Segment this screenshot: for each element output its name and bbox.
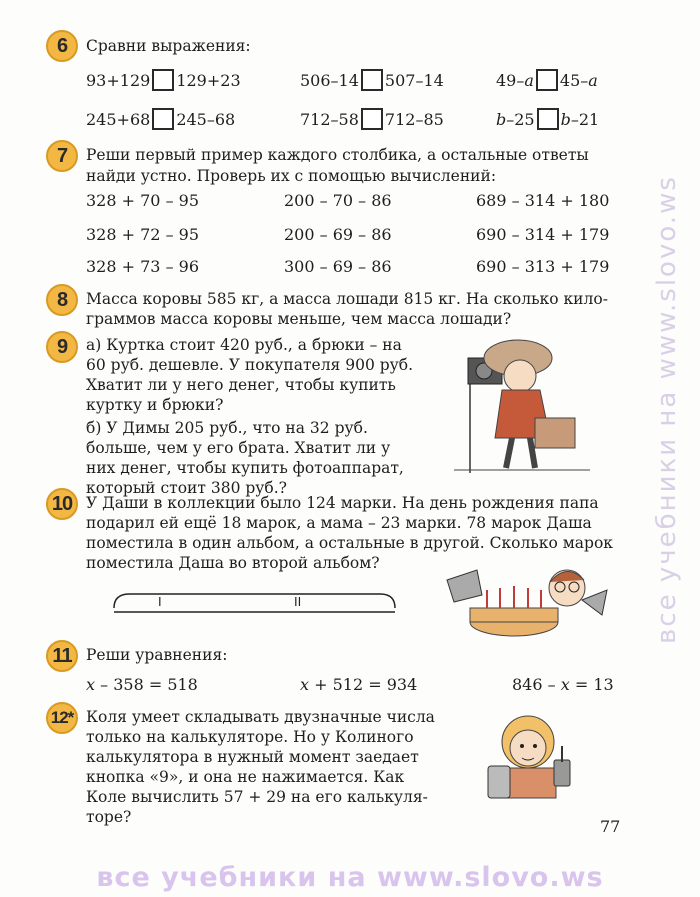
task-9b-line-1: б) У Димы 205 руб., что на 32 руб.: [86, 419, 368, 437]
example: 328 + 70 – 95: [86, 191, 200, 210]
task-9b-line-3: них денег, чтобы купить фотоаппарат,: [86, 459, 404, 477]
task-10-line-1: У Даши в коллекции было 124 марки. На день рождения папа: [86, 494, 599, 512]
segment-label-2: II: [294, 594, 302, 609]
task-6-badge: 6: [46, 30, 78, 62]
equation-rest: – 358 = 518: [95, 675, 198, 694]
task-9a-line-4: куртку и брюки?: [86, 396, 224, 414]
compare-right: –21: [570, 110, 600, 129]
bottom-watermark[interactable]: все учебники на www.slovo.ws: [96, 862, 604, 893]
task-6-title: Сравни выражения:: [86, 37, 251, 55]
compare-box[interactable]: [536, 69, 558, 91]
example: 690 – 314 + 179: [476, 225, 610, 244]
task-12-line-6: торе?: [86, 808, 132, 826]
compare-2: [300, 69, 444, 92]
task-12-line-2: только на калькуляторе. Но у Колиного: [86, 728, 414, 746]
task-9-badge: 9: [46, 331, 78, 363]
task-10-badge: 10: [46, 488, 78, 520]
compare-left: –25: [506, 110, 535, 129]
task-12-line-3: калькулятора в нужный момент заедает: [86, 748, 419, 766]
task-9b-line-4: который стоит 380 руб.?: [86, 479, 287, 497]
compare-box[interactable]: [361, 69, 383, 91]
task-11-badge: 11: [46, 640, 78, 672]
task-9a-line-1: а) Куртка стоит 420 руб., а брюки – на: [86, 336, 402, 354]
compare-right: 45–: [559, 71, 589, 90]
birthday-cake-illustration: [442, 560, 612, 650]
task-9a-line-3: Хватит ли у него денег, чтобы купить: [86, 376, 396, 394]
compare-box[interactable]: [537, 108, 559, 130]
task-9b-line-2: больше, чем у его брата. Хватит ли у: [86, 439, 391, 457]
equation-3: [512, 674, 614, 696]
compare-left: 712–58: [300, 110, 359, 129]
example: 328 + 72 – 95: [86, 225, 200, 244]
example: 200 – 69 – 86: [284, 225, 392, 244]
side-watermark: все учебники на www.slovo.ws: [652, 175, 682, 645]
equation-2: [300, 674, 417, 696]
compare-box[interactable]: [152, 69, 174, 91]
compare-left: 506–14: [300, 71, 359, 90]
compare-left: 245+68: [86, 110, 151, 129]
compare-left: 93+129: [86, 71, 151, 90]
compare-1: [86, 69, 241, 92]
task-10-line-2: подарил ей ещё 18 марок, а мама – 23 марки. 78 марок Даша: [86, 514, 592, 532]
segment-label-1: I: [158, 594, 162, 609]
compare-right: 712–85: [384, 110, 444, 129]
task-7-line-2: найди устно. Проверь их с помощью вычислений:: [86, 167, 497, 185]
task-7-badge: 7: [46, 140, 78, 172]
example: 689 – 314 + 180: [476, 191, 610, 210]
variable: a: [588, 71, 598, 90]
example: 200 – 70 – 86: [284, 191, 392, 210]
task-10-line-3: поместила в один альбом, а остальные в другой. Сколько марок: [86, 534, 613, 552]
equation-rest: = 13: [569, 675, 614, 694]
compare-right: 507–14: [384, 71, 444, 90]
task-12-line-4: кнопка «9», и она не нажимается. Как: [86, 768, 405, 786]
compare-right: 129+23: [176, 71, 241, 90]
page-number: 77: [600, 817, 621, 836]
task-8-badge: 8: [46, 284, 78, 316]
equation-pre: 846 –: [512, 675, 561, 694]
compare-4: [86, 108, 235, 131]
example: 690 – 313 + 179: [476, 257, 610, 276]
compare-6: [496, 108, 599, 131]
variable: b: [560, 110, 571, 129]
task-7-line-1: Реши первый пример каждого столбика, а остальные ответы: [86, 146, 589, 164]
compare-right: 245–68: [176, 110, 236, 129]
task-12-badge: 12*: [46, 702, 78, 734]
task-12-line-1: Коля умеет складывать двузначные числа: [86, 708, 435, 726]
variable: x: [560, 675, 570, 694]
segment-diagram: [112, 588, 397, 622]
task-8-line-1: Масса коровы 585 кг, а масса лошади 815 кг. На сколько кило-: [86, 290, 608, 308]
task-12-line-5: Коле вычислить 57 + 29 на его калькуля-: [86, 788, 428, 806]
variable: a: [524, 71, 534, 90]
compare-3: [496, 69, 598, 92]
task-9a-line-2: 60 руб. дешевле. У покупателя 900 руб.: [86, 356, 414, 374]
task-8-line-2: граммов масса коровы меньше, чем масса лошади?: [86, 310, 512, 328]
compare-5: [300, 108, 444, 131]
task-11-title: Реши уравнения:: [86, 646, 228, 664]
equation-1: [86, 674, 198, 696]
compare-box[interactable]: [152, 108, 174, 130]
compare-left: 49–: [496, 71, 525, 90]
compare-box[interactable]: [361, 108, 383, 130]
boy-with-camera-illustration: [440, 328, 600, 478]
boy-with-calculator-illustration: [482, 706, 612, 806]
variable: x: [300, 675, 310, 694]
example: 300 – 69 – 86: [284, 257, 392, 276]
variable: b: [496, 110, 507, 129]
example: 328 + 73 – 96: [86, 257, 200, 276]
variable: x: [86, 675, 96, 694]
equation-rest: + 512 = 934: [309, 675, 418, 694]
task-10-line-4: поместила Даша во второй альбом?: [86, 554, 380, 572]
